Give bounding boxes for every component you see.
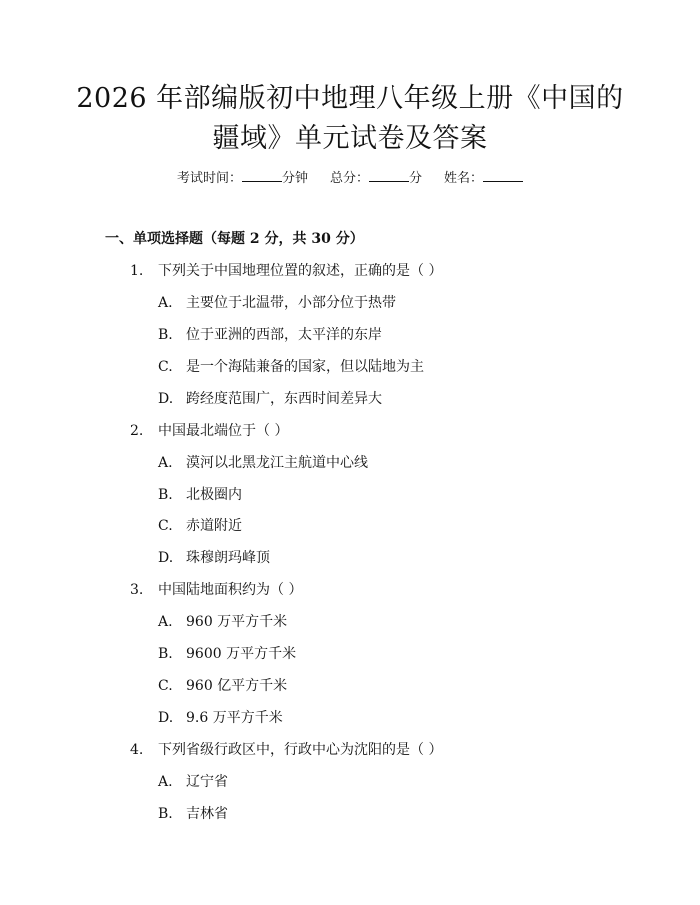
exam-meta-line bbox=[0, 169, 700, 188]
question-number: 1. bbox=[130, 263, 144, 279]
question-1-option-b bbox=[158, 326, 382, 344]
option-letter: A. bbox=[158, 614, 173, 630]
option-text: 跨经度范围广，东西时间差异大 bbox=[186, 391, 382, 407]
option-text: 珠穆朗玛峰顶 bbox=[186, 550, 270, 566]
question-text: 下列关于中国地理位置的叙述，正确的是（ ） bbox=[158, 263, 443, 279]
option-letter: B. bbox=[158, 646, 173, 662]
option-letter: D. bbox=[158, 550, 174, 566]
option-letter: D. bbox=[158, 710, 174, 726]
question-text: 下列省级行政区中，行政中心为沈阳的是（ ） bbox=[158, 742, 443, 758]
question-4 bbox=[130, 741, 442, 759]
option-text: 主要位于北温带，小部分位于热带 bbox=[186, 295, 396, 311]
exam-title-line-2: 疆域》单元试卷及答案 bbox=[212, 123, 488, 154]
option-letter: C. bbox=[158, 518, 173, 534]
option-text: 吉林省 bbox=[186, 806, 228, 822]
option-letter: C. bbox=[158, 678, 173, 694]
question-3-option-a bbox=[158, 613, 287, 631]
question-1-option-d bbox=[158, 390, 382, 408]
question-text: 中国最北端位于（ ） bbox=[158, 423, 289, 439]
option-text: 漠河以北黑龙江主航道中心线 bbox=[186, 455, 368, 471]
section-heading-single-choice: 一、单项选择题（每题 2 分，共 30 分） bbox=[105, 231, 364, 247]
option-text: 960 万平方千米 bbox=[186, 614, 288, 630]
question-number: 3. bbox=[130, 582, 144, 598]
option-letter: D. bbox=[158, 391, 174, 407]
question-number: 2. bbox=[130, 423, 144, 439]
option-text: 北极圈内 bbox=[186, 487, 242, 503]
score-label: 总分： bbox=[329, 171, 369, 186]
question-2-option-d bbox=[158, 549, 270, 567]
question-2-option-c bbox=[158, 517, 242, 535]
question-3-option-d bbox=[158, 709, 283, 727]
option-letter: B. bbox=[158, 806, 173, 822]
question-number: 4. bbox=[130, 742, 144, 758]
time-label: 考试时间： bbox=[176, 171, 242, 186]
score-unit: 分 bbox=[409, 171, 423, 186]
question-4-option-b bbox=[158, 805, 228, 823]
question-1-option-c bbox=[158, 358, 424, 376]
question-2 bbox=[130, 422, 288, 440]
question-1 bbox=[130, 262, 442, 280]
score-blank bbox=[369, 169, 409, 182]
name-blank bbox=[483, 169, 523, 182]
option-text: 是一个海陆兼备的国家，但以陆地为主 bbox=[186, 359, 424, 375]
option-text: 赤道附近 bbox=[186, 518, 242, 534]
option-text: 位于亚洲的西部，太平洋的东岸 bbox=[186, 327, 382, 343]
exam-title-line-1: 2026 年部编版初中地理八年级上册《中国的 bbox=[76, 83, 624, 114]
question-3-option-b bbox=[158, 645, 296, 663]
option-text: 辽宁省 bbox=[186, 774, 228, 790]
name-label: 姓名： bbox=[444, 171, 484, 186]
option-letter: C. bbox=[158, 359, 173, 375]
question-2-option-a bbox=[158, 454, 368, 472]
time-unit: 分钟 bbox=[281, 171, 308, 186]
option-text: 9.6 万平方千米 bbox=[186, 710, 283, 726]
option-letter: B. bbox=[158, 327, 173, 343]
option-letter: A. bbox=[158, 774, 173, 790]
question-2-option-b bbox=[158, 486, 242, 504]
question-text: 中国陆地面积约为（ ） bbox=[158, 582, 303, 598]
option-letter: A. bbox=[158, 455, 173, 471]
question-3-option-c bbox=[158, 677, 287, 695]
option-text: 9600 万平方千米 bbox=[186, 646, 297, 662]
option-text: 960 亿平方千米 bbox=[186, 678, 288, 694]
question-1-option-a bbox=[158, 294, 396, 312]
option-letter: A. bbox=[158, 295, 173, 311]
question-4-option-a bbox=[158, 773, 228, 791]
question-3 bbox=[130, 581, 302, 599]
option-letter: B. bbox=[158, 487, 173, 503]
time-blank bbox=[242, 169, 282, 182]
